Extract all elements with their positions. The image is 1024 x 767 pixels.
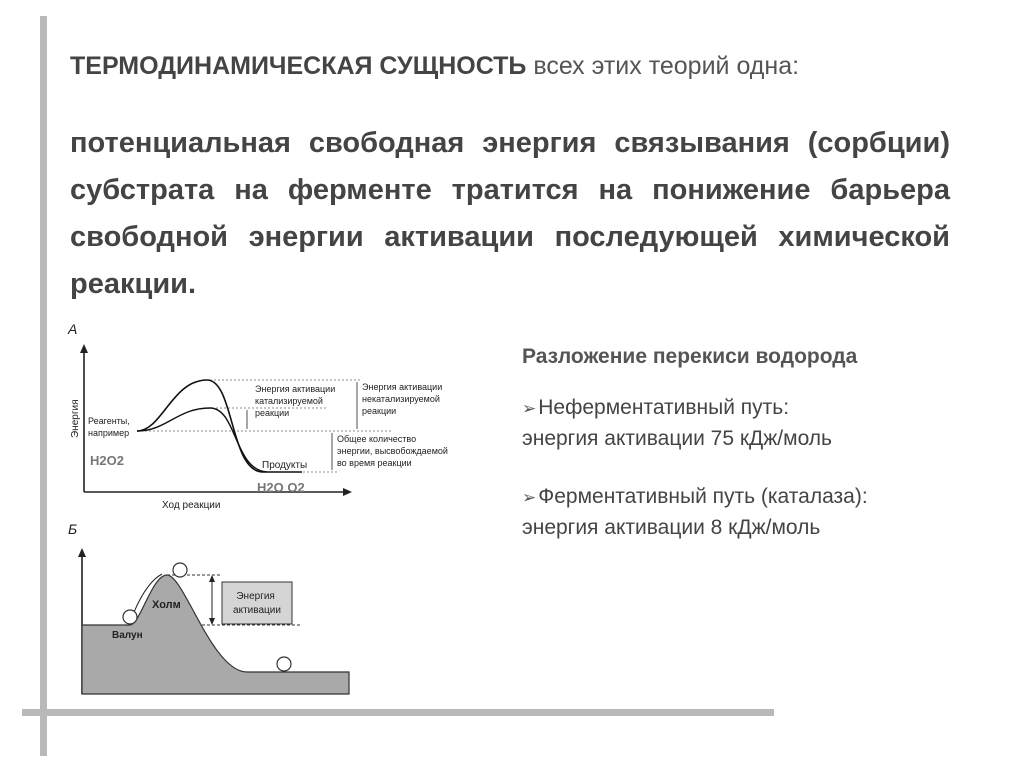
boulder-top-icon xyxy=(173,563,187,577)
heading-bold: ТЕРМОДИНАМИЧЕСКАЯ СУЩНОСТЬ xyxy=(70,52,527,80)
total-energy-label: Общее количество энергии, высвобождаемой во время реакции xyxy=(337,434,448,468)
boulder-start-icon xyxy=(123,610,137,624)
right-panel-title: Разложение перекиси водорода xyxy=(522,345,858,368)
bullet-line1: Неферментативный путь: xyxy=(538,396,790,419)
bullet-line2: энергия активации 75 кДж/моль xyxy=(522,427,832,450)
energy-profile-diagram xyxy=(62,320,462,515)
bullet-arrow-icon: ➢ xyxy=(522,488,537,507)
products-label: Продукты xyxy=(262,460,308,471)
paragraph-period: . xyxy=(187,268,197,300)
x-axis-arrow-icon xyxy=(343,488,352,496)
left-vertical-bar xyxy=(40,16,47,756)
catalyzed-activation-label: Энергия активации катализируемой реакции xyxy=(255,384,336,418)
boulder-bottom-icon xyxy=(277,657,291,671)
y-axis-arrow-icon xyxy=(80,344,88,353)
activation-energy-label: Энергия активации xyxy=(233,591,281,616)
panel-label-b: Б xyxy=(68,521,78,537)
bottom-horizontal-bar xyxy=(22,709,774,716)
activation-energy-box xyxy=(222,582,292,624)
products-formula: H2O O2 xyxy=(257,480,305,495)
boulder-hill-diagram xyxy=(62,520,362,700)
arrow-up-icon xyxy=(209,575,215,582)
uncatalyzed-activation-label: Энергия активации некатализируемой реакции xyxy=(362,382,443,416)
reagents-formula: H2O2 xyxy=(90,453,124,468)
bullet-item-enzymatic xyxy=(522,482,972,543)
y-axis-label: Энергия xyxy=(70,399,81,438)
bullet-arrow-icon: ➢ xyxy=(522,399,537,418)
x-axis-label: Ход реакции xyxy=(162,500,221,511)
panel-label-a: А xyxy=(68,321,78,337)
paragraph-text: потенциальная свободная энергия связывания (сорбции) субстрата на ферменте тратится на понижение барьера свободной энергии активации последующей химической реакции xyxy=(70,127,950,300)
arrow-down-icon xyxy=(209,618,215,625)
bullet-item-nonenzymatic xyxy=(522,393,972,454)
main-paragraph xyxy=(70,120,950,308)
bullet-line1: Ферментативный путь (каталаза): xyxy=(538,485,868,508)
slide-heading xyxy=(70,52,799,81)
reagents-label: Реагенты, например xyxy=(88,416,130,438)
y-axis-arrow-icon xyxy=(78,548,86,557)
heading-rest: всех этих теорий одна: xyxy=(526,52,800,80)
boulder-label: Валун xyxy=(112,630,143,641)
bullet-line2: энергия активации 8 кДж/моль xyxy=(522,516,821,539)
hill-label: Холм xyxy=(152,599,181,611)
